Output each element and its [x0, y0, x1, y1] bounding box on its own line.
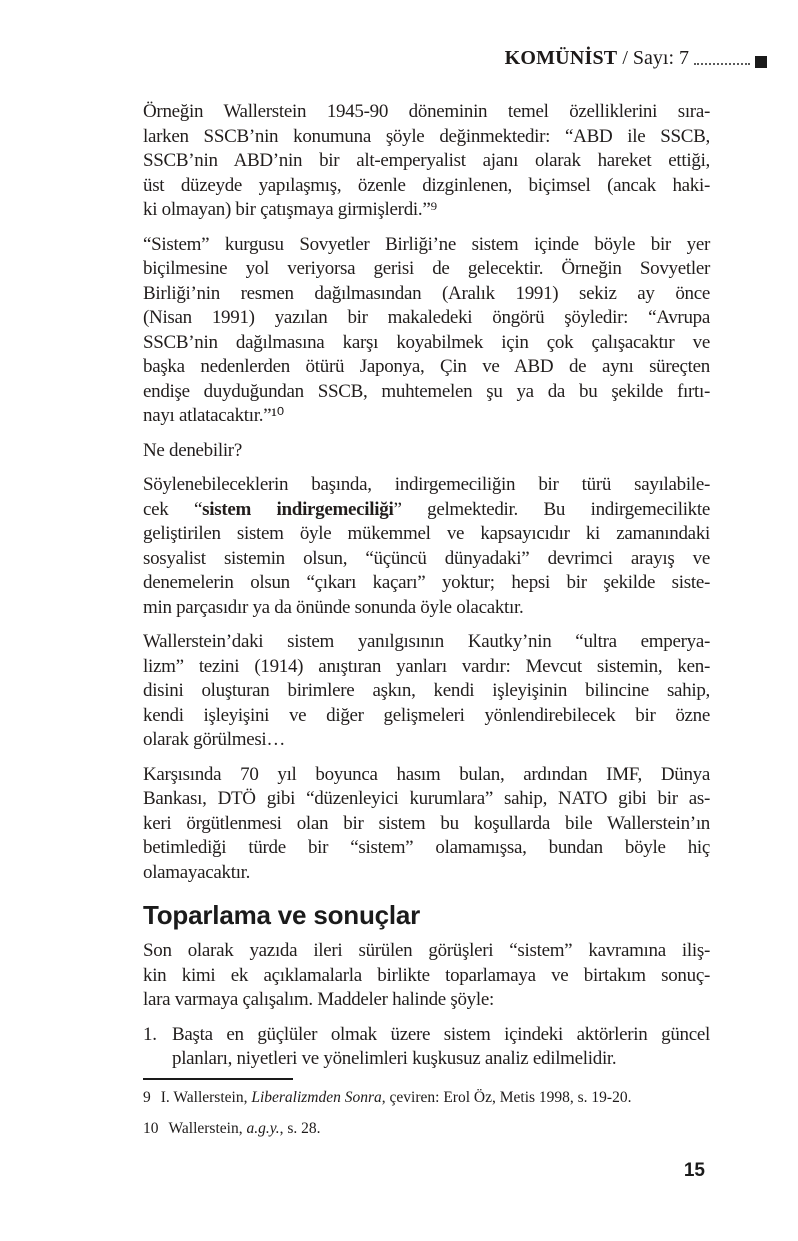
paragraph	[143, 439, 710, 464]
journal-title: KOMÜNİST	[504, 47, 618, 69]
text-line: SSCB’nin dağılmasına karşı koyabilmek için çok çalışacaktır ve	[143, 331, 710, 353]
footnotes-section	[143, 1078, 710, 1150]
text-line: olarak görülmesi…	[143, 729, 286, 750]
cited-work-title: Liberalizmden Sonra	[251, 1089, 382, 1106]
footnote-text: I. Wallerstein,	[160, 1089, 252, 1106]
numbered-list-item	[143, 1023, 710, 1072]
text-line: ki olmayan) bir çatışmaya girmişlerdi.”⁹	[143, 199, 437, 220]
cited-work-title: a.g.y.	[246, 1120, 280, 1137]
paragraph	[143, 100, 710, 223]
text-line: kendi işleyişini ve diğer gelişmeleri yönlendirebilecek bir özne	[143, 704, 710, 726]
footnote-text: , s. 28.	[279, 1120, 321, 1137]
list-item-number: 1.	[143, 1023, 157, 1045]
footnote-text: Wallerstein,	[168, 1120, 247, 1137]
text-line: Karşısında 70 yıl boyunca hasım bulan, ardından IMF, Dünya	[143, 763, 710, 785]
bold-emphasis: sistem indirgemeciliği	[202, 498, 394, 520]
paragraph	[143, 473, 710, 620]
square-marker-icon	[755, 56, 767, 68]
text-line: Son olarak yazıda ileri sürülen görüşleri “sistem” kavramına iliş-	[143, 940, 710, 961]
footnote-list	[143, 1088, 710, 1138]
text-line: min parçasıdır ya da önünde sonunda öyle olacaktır.	[143, 596, 524, 618]
text-line: keri örgütlenmesi olan bir sistem bu koşullarda bile Wallerstein’ın	[143, 812, 710, 834]
text-line: Söylenebileceklerin başında, indirgemeciliğin bir türü sayılabile-	[143, 474, 710, 495]
page-number: 15	[683, 1160, 705, 1181]
dotted-leader	[694, 63, 750, 65]
paragraph	[143, 763, 710, 886]
paragraph	[143, 630, 710, 753]
text-line: başka nedenlerden ötürü Japonya, Çin ve ABD de aynı süreçten	[143, 356, 710, 377]
text-line: betimlediği türde bir “sistem” olamamışsa, bundan böyle hiç	[143, 837, 710, 858]
paragraph	[143, 233, 710, 429]
text-line: denemelerin olsun “çıkarı kaçarı” yoktur; hepsi bir şekilde siste-	[143, 572, 710, 593]
article-body	[143, 100, 710, 1082]
text-line: biçilmesine yol veriyorsa gerisi de gelecektir. Örneğin Sovyetler	[143, 258, 710, 279]
text-line: Örneğin Wallerstein 1945-90 döneminin temel özelliklerini sıra-	[143, 101, 710, 122]
text-line: Birliği’nin resmen dağılmasından (Aralık 1991) sekiz ay önce	[143, 282, 710, 304]
text-line: olamayacaktır.	[143, 861, 251, 883]
text-line: SSCB’nin ABD’nin bir alt-emperyalist ajanı olarak hareket ettiği,	[143, 150, 710, 171]
issue-label: / Sayı: 7	[622, 47, 689, 69]
text-line: geliştirilen sistem öyle mükemmel ve kapsayıcıdır ki zamanındaki	[143, 523, 710, 544]
footnote-number: 10	[143, 1120, 159, 1137]
footnote	[143, 1119, 710, 1138]
text-line: larken SSCB’nin konumuna şöyle değinmektedir: “ABD ile SSCB,	[143, 125, 710, 147]
text-line: sosyalist sistemin olsun, “üçüncü dünyadaki” devrimci arayış ve	[143, 547, 710, 569]
text-line: cek “sistem indirgemeciliği” gelmektedir. Bu indirgemecilikte	[143, 498, 710, 520]
paragraph	[143, 939, 710, 1013]
text-line: lizm” tezini (1914) anıştıran yanları vardır: Mevcut sistemin, ken-	[143, 655, 710, 677]
footnote-number: 9	[143, 1089, 151, 1106]
text-line: Ne denebilir?	[143, 439, 242, 461]
footnote	[143, 1088, 710, 1107]
text-line: kin kimi ek açıklamalarla birlikte toparlamaya ve birtakım sonuç-	[143, 964, 710, 986]
text-line: üst düzeyde yapılaşmış, özenle dizginlenen, biçimsel (ancak haki-	[143, 174, 710, 196]
footnote-separator	[143, 1078, 293, 1080]
text-line: Bankası, DTÖ gibi “düzenleyici kurumlara” sahip, NATO gibi bir as-	[143, 788, 710, 809]
text-line: nayı atlatacaktır.”¹⁰	[143, 405, 284, 426]
text-line: planları, niyetleri ve yönelimleri kuşkusuz analiz edilmelidir.	[172, 1048, 617, 1069]
text-line: endişe duyduğundan SSCB, muhtemelen şu ya da bu şekilde fırtı-	[143, 380, 710, 402]
section-heading: Toparlama ve sonuçlar	[143, 900, 421, 930]
text-line: Başta en güçlüler olmak üzere sistem içindeki aktörlerin güncel	[172, 1023, 710, 1045]
text-line: “Sistem” kurgusu Sovyetler Birliği’ne sistem içinde böyle bir yer	[143, 233, 710, 255]
page-header	[143, 47, 767, 69]
text-line: lara varmaya çalışalım. Maddeler halinde şöyle:	[143, 989, 494, 1010]
footnote-text: , çeviren: Erol Öz, Metis 1998, s. 19-20.	[381, 1089, 632, 1106]
text-line: disini oluşturan birimlere aşkın, kendi işleyişinin bilincine sahip,	[143, 680, 710, 701]
text-line: (Nisan 1991) yazılan bir makaledeki öngörü şöyledir: “Avrupa	[143, 307, 710, 328]
text-line: Wallerstein’daki sistem yanılgısının Kautky’nin “ultra emperya-	[143, 631, 710, 652]
